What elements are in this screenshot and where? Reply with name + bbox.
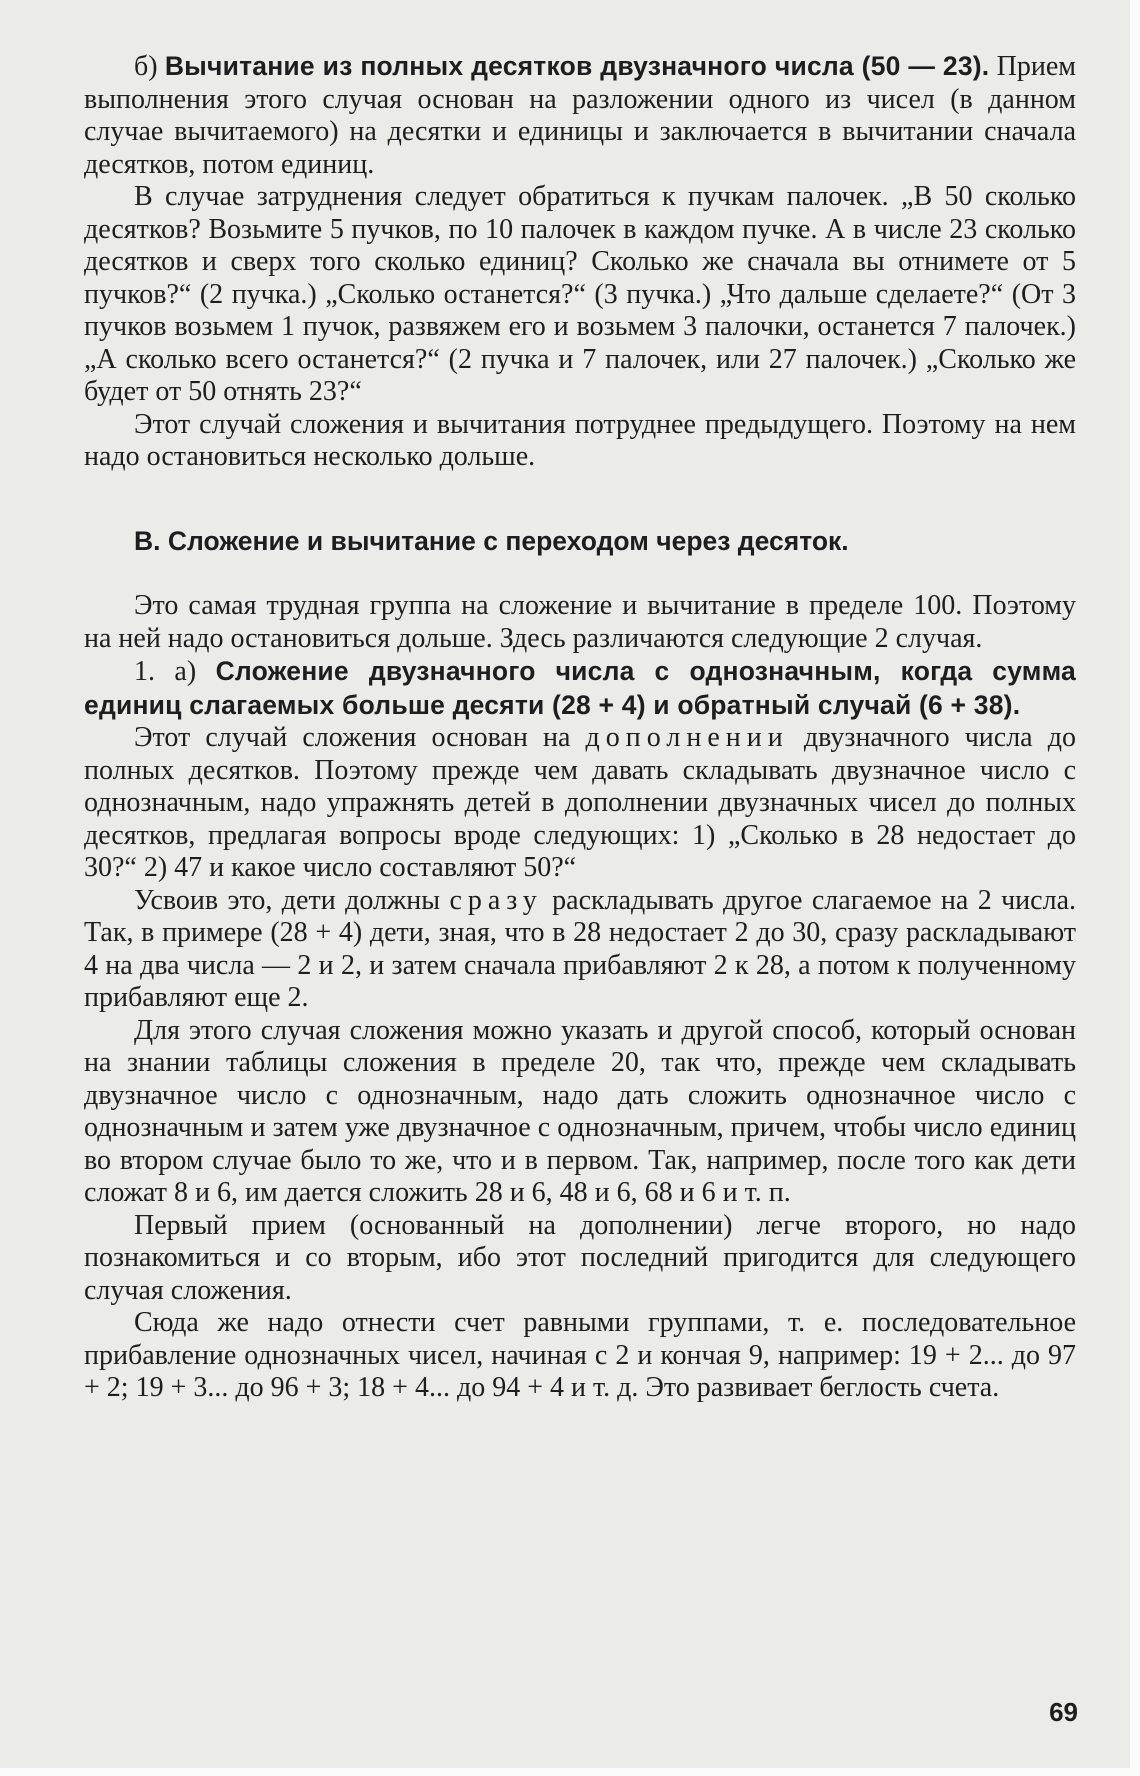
emphasized-word: дополнении [585,722,789,753]
paragraph-subtraction-from-tens [84,50,1076,181]
paragraph-case-1a [84,655,1076,722]
paragraph-mastered [84,885,1076,1015]
subsection-title: Вычитание из полных десятков двузначного числа (50 — 23). [164,51,990,81]
paragraph-other-method: Для этого случая сложения можно указать и другой способ, который основан на знании таблицы сложения в пределе 20, так что, прежде чем складывать двузначное число с однозначным, надо дать сложить однозначное число с однозначным и затем уже двузначное с однозначным, причем, чтобы число единиц во втором случае было то же, что и в первом. Так, например, после того как дети сложат 8 и 6, им дается сложить 28 и 6, 48 и 6, 68 и 6 и т. п. [84,1014,1076,1208]
section-heading: В. Сложение и вычитание с переходом через десяток. [134,525,849,556]
paragraph-equal-groups: Сюда же надо отнести счет равными группами, т. е. последовательное прибавление однозначных чисел, начиная с 2 и кончая 9, например: 19 + 2... до 97 + 2; 19 + 3... до 96 + 3; 18 + 4... до 94 + 4 и т. д. Это развивает беглость счета. [84,1307,1076,1403]
paragraph-text: раскладывать другое слагаемое на 2 числа. Так, в примере (28 + 4) дети, зная, что в 28 недостает 2 до 30, сразу раскладывают 4 на два числа — 2 и 2, и затем сначала прибавляют 2 к 28, а потом к полученному прибавляют еще 2. [84,884,1076,1013]
paragraph-hardest-group: Это самая трудная группа на сложение и вычитание в пределе 100. Поэтому на ней надо остановиться дольше. Здесь различаются следующие 2 случая. [84,590,1076,654]
paragraph-text: двузначного числа до полных десятков. Поэтому прежде чем давать складывать двузначное число с однозначным, надо упражнять детей в дополнении двузначных чисел до полных десятков, предлагая вопросы вроде следующих: 1) „Сколько в 28 недостает до 30?“ 2) 47 и какое число составляют 50?“ [84,722,1076,883]
paragraph-text: Этот случай сложения основан на [134,722,586,753]
page-number: 69 [1049,1697,1078,1727]
paragraph-first-easier: Первый прием (основанный на дополнении) легче второго, но надо познакомиться и со вторым, ибо этот последний пригодится для следующего случая сложения. [84,1209,1076,1306]
page-content [84,50,1076,1405]
paragraph-bundles-of-sticks: В случае затруднения следует обратиться к пучкам палочек. „В 50 сколько десятков? Возьмите 5 пучков, по 10 палочек в каждом пучке. А в числе 23 сколько десятков и сверх того сколько единиц? Сколько же сначала вы отнимете от 5 пучков?“ (2 пучка.) „Сколько останется?“ (3 пучка.) „Что дальше сделаете?“ (От 3 пучков возьмем 1 пучок, развяжем его и возьмем 3 палочки, останется 7 палочек.) „А сколько всего останется?“ (2 пучка и 7 палочек, или 27 палочек.) „Сколько же будет от 50 отнять 23?“ [84,181,1076,407]
item-marker: б) [134,51,165,82]
paragraph-text: Усвоив это, дети должны [134,884,450,916]
paragraph-harder-case: Этот случай сложения и вычитания потруднее предыдущего. Поэтому на нем надо остановиться несколько дольше. [84,408,1076,472]
paragraph-complement [84,722,1076,885]
subsection-title: Сложение двузначного числа с однозначным, когда сумма единиц слагаемых больше десяти (28 + 4) и обратный случай (6 + 38). [84,656,1076,720]
item-marker: 1. а) [134,656,216,687]
emphasized-word: сразу [449,884,543,916]
paragraph-text: Прием выполнения этого случая основан на разложении одного из чисел (в данном случае вычитаемого) на десятки и единицы и заключается в вычитании сначала десятков, потом единиц. [84,51,1076,180]
